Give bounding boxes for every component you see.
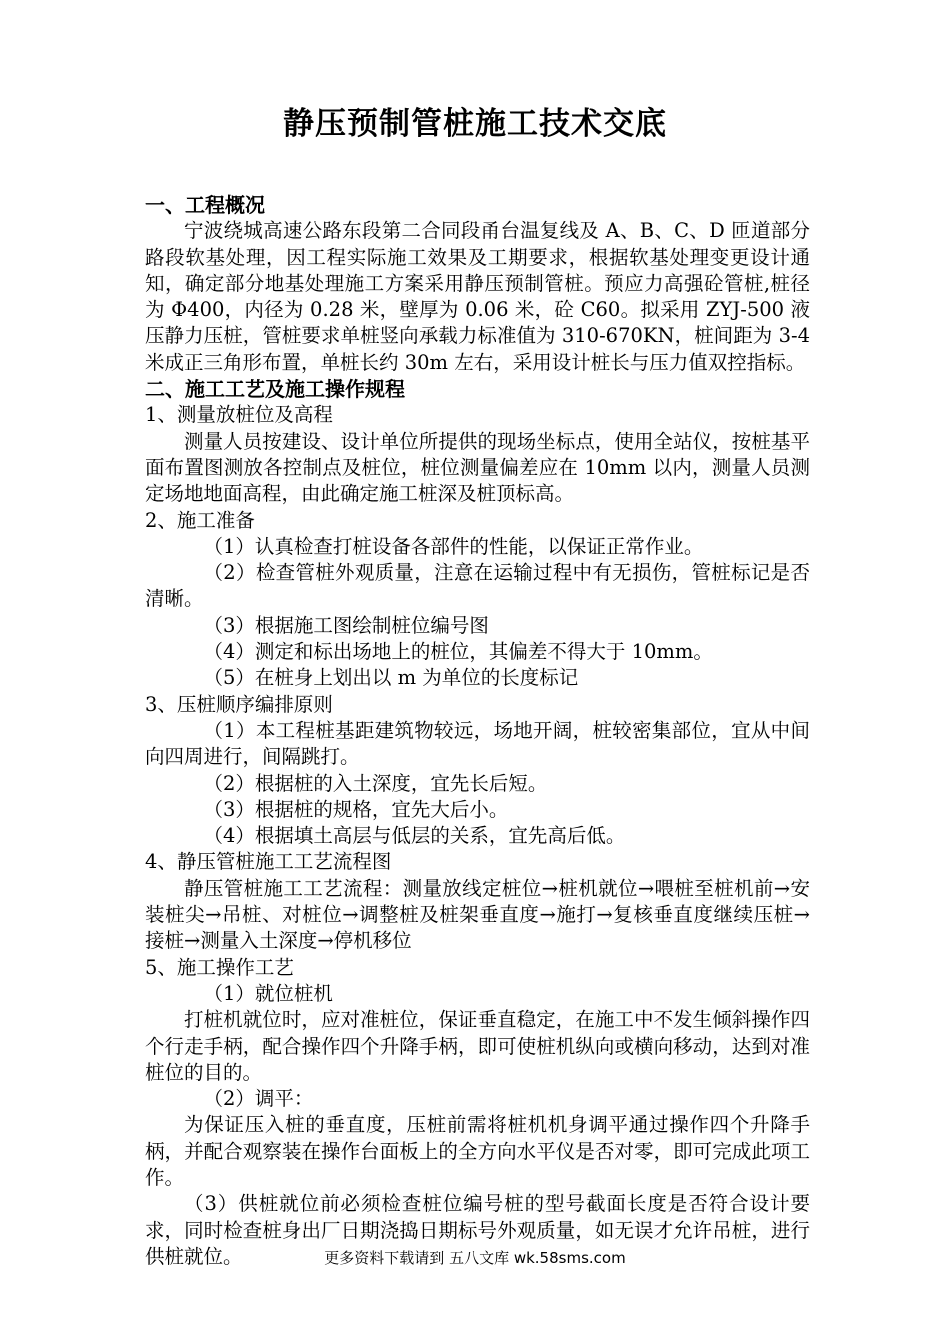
list-item: （5）在桩身上划出以 m 为单位的长度标记 (203, 666, 579, 690)
document-title: 静压预制管桩施工技术交底 (283, 106, 667, 142)
section-1-paragraph: 宁波绕城高速公路东段第二合同段甬台温复线及 A、B、C、D 匝道部分路段软基处理，因工程实际施工效果及工期要求，根据软基处理变更设计通知，确定部分地基处理施工方案采用静压预制管桩。预应力高强砼管桩,桩径为 Φ400，内径为 0.28 米，壁厚为 0.06 米，砼 C60。拟采用 ZYJ-500 液压静力压桩，管桩要求单桩竖向承载力标准值为 310-670KN，桩间距为 3-4 米成正三角形布置，单桩长约 30m 左右，采用设计桩长与压力值双控指标。 (145, 219, 810, 374)
subsection-4-title: 4、静压管桩施工工艺流程图 (145, 850, 392, 874)
footer-watermark: 更多资料下载请到 五八文库 wk.58sms.com (324, 1249, 626, 1267)
step-2-title: （2）调平： (203, 1087, 314, 1111)
section-1-heading: 一、工程概况 (145, 193, 265, 217)
list-item: （4）测定和标出场地上的桩位，其偏差不得大于 10mm。 (203, 640, 713, 664)
list-item: （2）检查管桩外观质量，注意在运输过程中有无损伤，管桩标记是否清晰。 (145, 561, 810, 611)
list-item: （2）根据桩的入土深度，宜先长后短。 (203, 771, 548, 795)
step-1-paragraph: 打桩机就位时，应对准桩位，保证垂直稳定，在施工中不发生倾斜操作四个行走手柄，配合操作四个升降手柄，即可使桩机纵向或横向移动，达到对准桩位的目的。 (145, 1008, 810, 1084)
subsection-5-title: 5、施工操作工艺 (145, 955, 294, 979)
list-item: （1）本工程桩基距建筑物较远，场地开阔，桩较密集部位，宜从中间向四周进行，间隔跳打。 (145, 718, 810, 769)
list-item: （4）根据填土高层与低层的关系，宜先高后低。 (203, 824, 626, 848)
section-2-heading: 二、施工工艺及施工操作规程 (145, 377, 405, 402)
list-item: （1）认真检查打桩设备各部件的性能，以保证正常作业。 (203, 534, 704, 558)
list-item: （3）根据桩的规格，宜先大后小。 (203, 797, 509, 821)
subsection-1-paragraph: 测量人员按建设、设计单位所提供的现场坐标点，使用全站仪，按桩基平面布置图测放各控制点及桩位，桩位测量偏差应在 10mm 以内，测量人员测定场地地面高程，由此确定施工桩深及桩顶标高。 (145, 429, 810, 506)
subsection-3-title: 3、压桩顺序编排原则 (145, 692, 333, 716)
step-3-paragraph: （3）供桩就位前必须检查桩位编号桩的型号截面长度是否符合设计要求，同时检查桩身出厂日期浇捣日期标号外观质量，如无误才允许吊桩，进行供桩就位。 (145, 1192, 810, 1268)
process-flow-paragraph: 静压管桩施工工艺流程：测量放线定桩位→桩机就位→喂桩至桩机前→安装桩尖→吊桩、对桩位→调整桩及桩架垂直度→施打→复核垂直度继续压桩→接桩→测量入土深度→停机移位 (145, 876, 810, 953)
step-2-paragraph: 为保证压入桩的垂直度，压桩前需将桩机机身调平通过操作四个升降手柄，并配合观察装在操作台面板上的全方向水平仪是否对零，即可完成此项工作。 (145, 1113, 810, 1189)
list-item: （3）根据施工图绘制桩位编号图 (203, 613, 489, 637)
document-body (145, 192, 810, 1270)
step-1-title: （1）就位桩机 (203, 981, 333, 1005)
subsection-2-title: 2、施工准备 (145, 508, 255, 532)
subsection-1-title: 1、测量放桩位及高程 (145, 403, 333, 427)
